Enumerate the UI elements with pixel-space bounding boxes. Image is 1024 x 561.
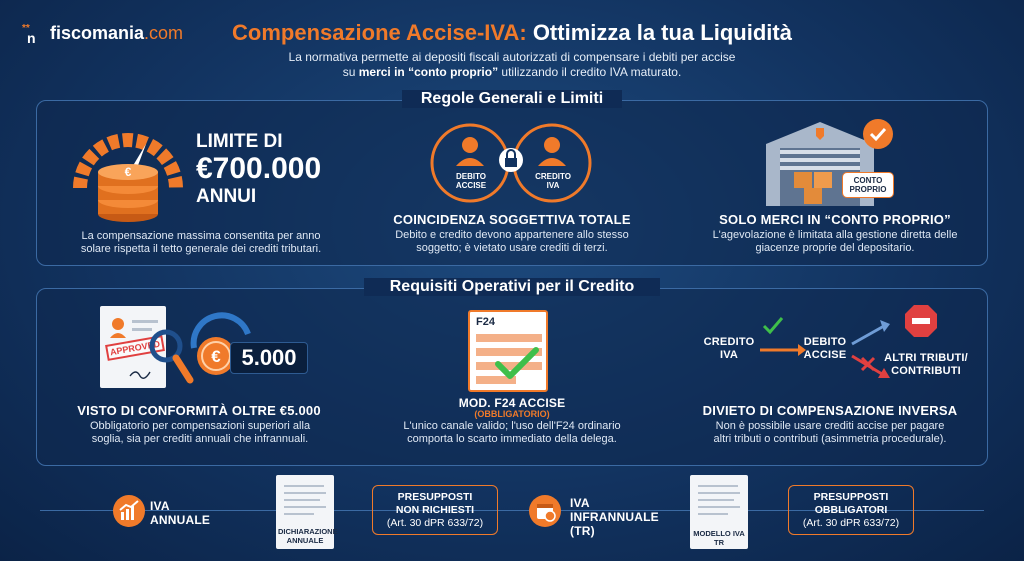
svg-text:n: n: [27, 30, 36, 44]
quarterly-requirements-box: PRESUPPOSTI OBBLIGATORI (Art. 30 dPR 633/72): [788, 485, 914, 535]
quarterly-vat-label: IVA INFRANNUALE (TR): [570, 496, 659, 538]
f24-heading: MOD. F24 ACCISE: [458, 396, 566, 410]
threshold-stat: 5.000: [230, 342, 308, 374]
limit-figure: LIMITE DI €700.000 ANNUI: [196, 131, 322, 207]
conformity-heading: VISTO DI CONFORMITÀ OLTRE €5.000: [77, 403, 321, 418]
annual-requirements-box: PRESUPPOSTI NON RICHIESTI (Art. 30 dPR 633/72): [372, 485, 498, 535]
coincidence-heading: COINCIDENZA SOGGETTIVA TOTALE: [393, 212, 631, 227]
svg-text:€: €: [124, 165, 132, 179]
page-title: Compensazione Accise-IVA: Ottimizza la tua Liquidità: [232, 20, 792, 45]
svg-text:**: **: [22, 23, 30, 34]
inverse-heading: DIVIETO DI COMPENSAZIONE INVERSA: [702, 403, 958, 418]
svg-text:€: €: [211, 347, 221, 366]
other-taxes-node: ALTRI TRIBUTI/ CONTRIBUTI: [884, 352, 968, 377]
approved-stamp: APPROVED: [105, 335, 165, 361]
coins-icon: [68, 116, 188, 228]
f24-description: L'unico canale valido; l'uso dell'F24 ordinario comporta lo scarto immediato della delega.: [403, 420, 621, 445]
debit-excise-node: DEBITO ACCISE: [803, 336, 847, 361]
own-account-description: L'agevolazione è limitata alla gestione diretta delle giacenze proprie del depositario.: [712, 229, 958, 254]
page-subtitle: La normativa permette ai depositi fiscali autorizzati di compensare i debiti per accise su merci in “conto proprio” utilizzando il credito IVA maturato.: [288, 50, 736, 79]
credit-vat-label: CREDITO IVA: [535, 172, 571, 190]
coincidence-description: Debito e credito devono appartenere allo stesso soggetto; è vietato usare crediti di terzi.: [395, 229, 629, 254]
subject-match-icon: [428, 120, 594, 206]
credit-vat-node: CREDITO IVA: [703, 336, 755, 361]
tr-model-document: MODELLO IVA TR: [690, 475, 748, 549]
limit-description: La compensazione massima consentita per anno solare rispetta il tetto generale dei crediti tributari.: [80, 230, 322, 255]
brand-name: fiscomania.com: [50, 22, 184, 43]
section-title-requirements: Requisiti Operativi per il Credito: [364, 278, 660, 296]
section-title-general: Regole Generali e Limiti: [402, 90, 622, 108]
annual-vat-label: IVA ANNUALE: [150, 499, 211, 527]
chart-icon: [112, 494, 146, 528]
conformity-description: Obbligatorio per compensazioni superiori alla soglia, sia per crediti annuali che infrannuali.: [89, 420, 311, 445]
stop-icon: [904, 304, 938, 338]
check-icon: [494, 346, 540, 384]
annual-declaration-document: DICHIARAZIONE ANNUALE: [276, 475, 334, 549]
inverse-description: Non è possibile usare crediti accise per pagare altri tributi o contributi (asimmetria procedurale).: [713, 420, 947, 445]
f24-form-label: F24: [476, 316, 495, 328]
check-icon: [862, 118, 894, 150]
own-account-tag: CONTO PROPRIO: [842, 172, 894, 198]
debit-excise-label: DEBITO ACCISE: [455, 172, 487, 190]
own-account-heading: SOLO MERCI IN “CONTO PROPRIO”: [719, 212, 951, 227]
f24-subheading: (OBBLIGATORIO): [474, 409, 550, 419]
calendar-icon: [528, 494, 562, 528]
